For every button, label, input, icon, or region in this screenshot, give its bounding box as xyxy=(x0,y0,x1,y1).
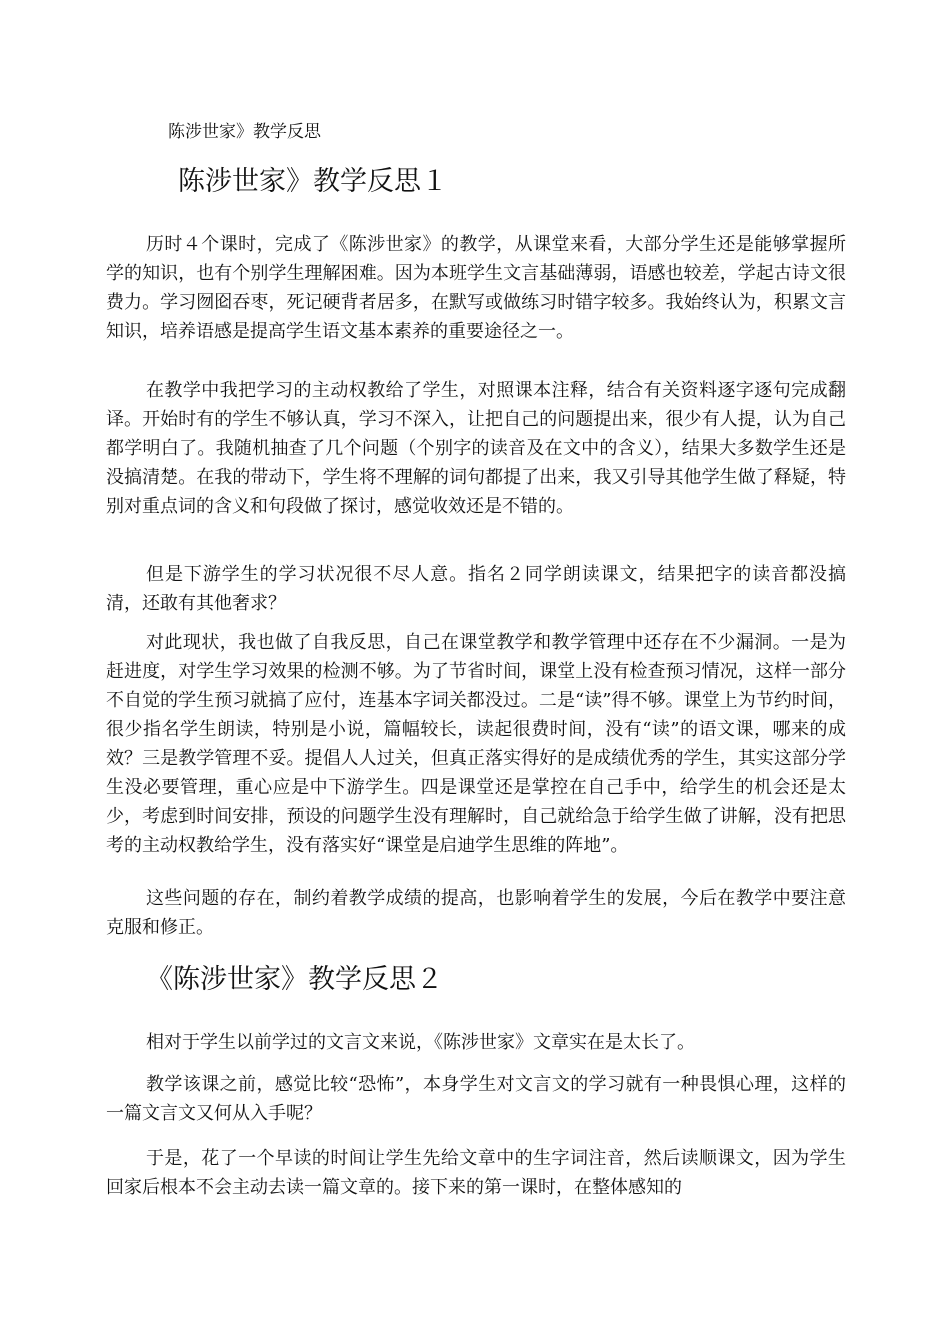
section-heading-2: 《陈涉世家》教学反思２ xyxy=(146,964,443,995)
paragraph: 在教学中我把学习的主动权教给了学生，对照课本注释，结合有关资料逐字逐句完成翻译。开始时有的学生不够认真，学习不深入，让把自己的问题提出来，很少有人提，认为自己都学明白了。我随机抽查了几个问题（个别字的读音及在文中的含义），结果大多数学生还是没搞清楚。在我的带动下，学生将不理解的词句都提了出来，我又引导其他学生做了释疑，特别对重点词的含义和句段做了探讨，感觉收效还是不错的。 xyxy=(106,380,846,517)
paragraph: 对此现状，我也做了自我反思，自己在课堂教学和教学管理中还存在不少漏洞。一是为赶进度，对学生学习效果的检测不够。为了节省时间，课堂上没有检查预习情况，这样一部分不自觉的学生预习就搞了应付，连基本字词关都没过。二是“读”得不够。课堂上为节约时间，很少指名学生朗读，特别是小说，篇幅较长，读起很费时间，没有“读”的语文课，哪来的成效？三是教学管理不妥。提倡人人过关，但真正落实得好的是成绩优秀的学生，其实这部分学生没必要管理，重心应是中下游学生。四是课堂还是掌控在自己手中，给学生的机会还是太少，考虑到时间安排，预设的问题学生没有理解时，自己就给急于给学生做了讲解，没有把思考的主动权教给学生，没有落实好“课堂是启迪学生思维的阵地”。 xyxy=(106,632,846,856)
section-heading-1: 陈涉世家》教学反思１ xyxy=(178,166,448,197)
paragraph: 于是，花了一个早读的时间让学生先给文章中的生字词注音，然后读顺课文，因为学生回家后根本不会主动去读一篇文章的。接下来的第一课时，在整体感知的 xyxy=(106,1148,846,1198)
paragraph: 但是下游学生的学习状况很不尽人意。指名２同学朗读课文，结果把字的读音都没搞清，还敢有其他奢求？ xyxy=(106,564,846,614)
paragraph: 这些问题的存在，制约着教学成绩的提高，也影响着学生的发展，今后在教学中要注意克服和修正。 xyxy=(106,888,846,938)
paragraph: 历时４个课时，完成了《陈涉世家》的教学，从课堂来看，大部分学生还是能够掌握所学的知识，也有个别学生理解困难。因为本班学生文言基础薄弱，语感也较差，学起古诗文很费力。学习囫囵吞枣，死记硬背者居多，在默写或做练习时错字较多。我始终认为，积累文言知识，培养语感是提高学生语文基本素养的重要途径之一。 xyxy=(106,234,846,342)
paragraph: 教学该课之前，感觉比较“恐怖”，本身学生对文言文的学习就有一种畏惧心理，这样的一篇文言文又何从入手呢？ xyxy=(106,1074,846,1124)
paragraph: 相对于学生以前学过的文言文来说，《陈涉世家》文章实在是太长了。 xyxy=(146,1032,695,1053)
document-title: 陈涉世家》教学反思 xyxy=(168,122,321,142)
